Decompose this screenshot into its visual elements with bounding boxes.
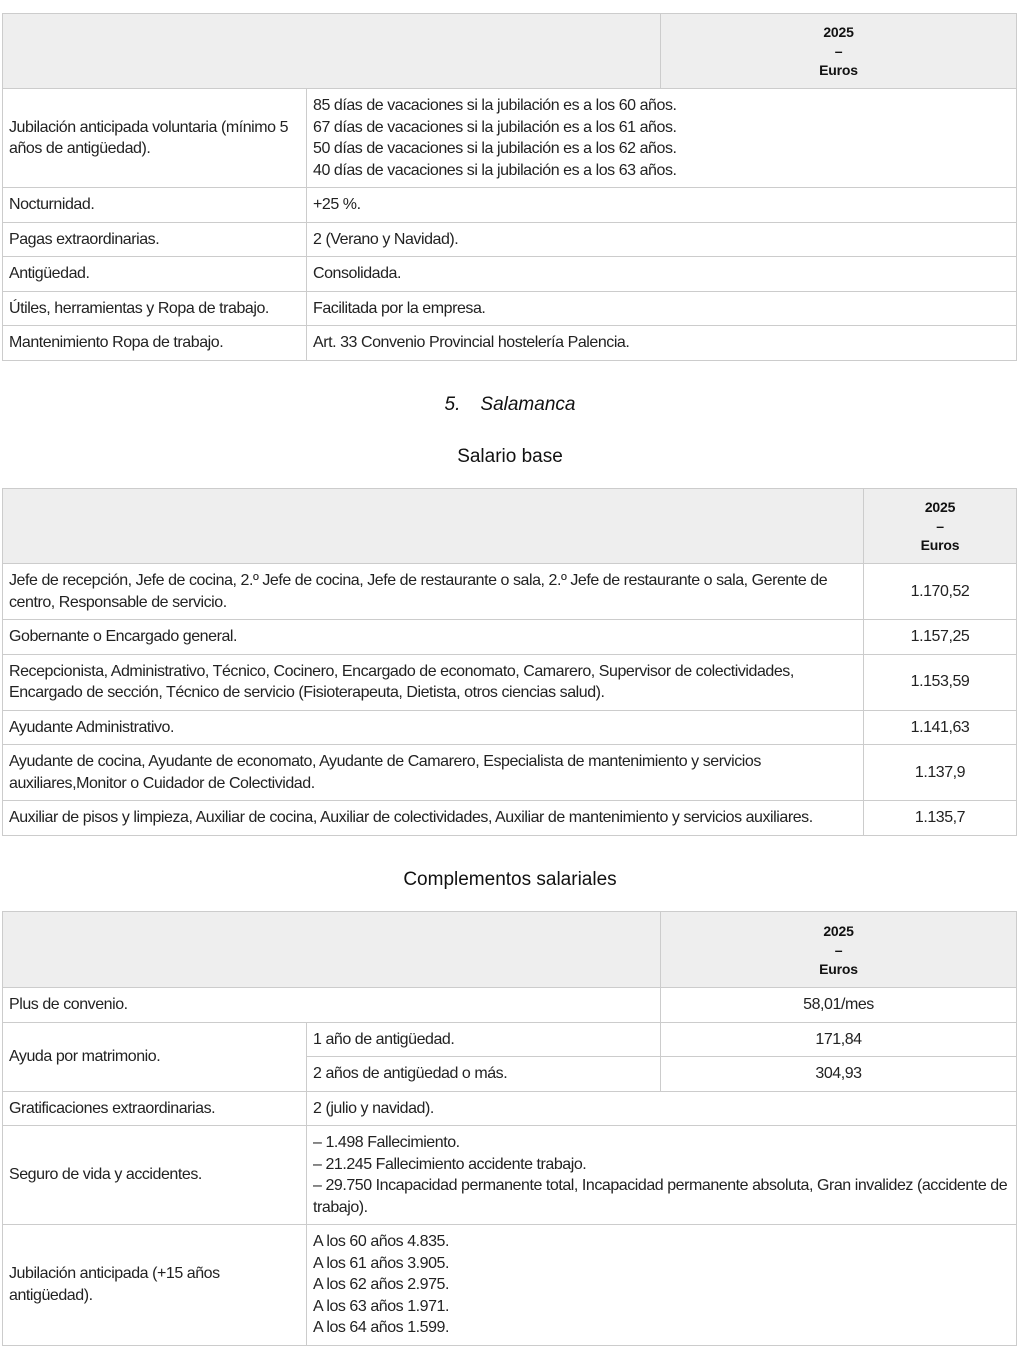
table-header-row [3, 14, 1017, 89]
amount-cell: 1.153,59 [864, 654, 1017, 710]
header-blank-cell [3, 14, 661, 89]
table-header-row [3, 489, 1017, 564]
value-line: 40 días de vacaciones si la jubilación es a los 63 años. [313, 161, 677, 179]
header-year-cell [864, 489, 1017, 564]
row-value: 2 (Verano y Navidad). [307, 222, 1017, 257]
header-unit: Euros [920, 537, 960, 553]
seguro-value [307, 1126, 1017, 1225]
category-cell: Recepcionista, Administrativo, Técnico, Cocinero, Encargado de economato, Camarero, Supervisor de colectividades, Encargado de sección, Técnico de servicio (Fisioterapeuta, Dietista, otros ciencias salud). [3, 654, 864, 710]
table-row [3, 988, 1017, 1023]
header-dash: – [834, 941, 843, 958]
value-line: – 29.750 Incapacidad permanente total, Incapacidad permanente absoluta, Gran invalidez (accidente de trabajo). [313, 1177, 1008, 1216]
table-row [3, 801, 1017, 836]
row-label: Jubilación anticipada voluntaria (mínimo 5 años de antigüedad). [3, 89, 307, 188]
row-value: Art. 33 Convenio Provincial hostelería Palencia. [307, 326, 1017, 361]
table-header-row [3, 912, 1017, 988]
table-row [3, 710, 1017, 745]
header-year: 2025 [823, 922, 854, 939]
table-row [3, 89, 1017, 188]
table-row [3, 654, 1017, 710]
header-unit: Euros [819, 62, 858, 78]
row-value: Consolidada. [307, 257, 1017, 292]
section-title: Salamanca [480, 394, 576, 415]
amount-cell: 1.141,63 [864, 710, 1017, 745]
table-row [3, 1022, 1017, 1057]
row-label: Nocturnidad. [3, 188, 307, 223]
row-label: Útiles, herramientas y Ropa de trabajo. [3, 291, 307, 326]
section-heading [0, 394, 1020, 416]
palencia-complements-table [2, 13, 1017, 361]
table-row [3, 326, 1017, 361]
jubilacion-label: Jubilación anticipada (+15 años antigüedad). [3, 1225, 307, 1346]
ayuda-condition: 2 años de antigüedad o más. [307, 1057, 661, 1092]
jubilacion-value [307, 1225, 1017, 1346]
ayuda-condition: 1 año de antigüedad. [307, 1022, 661, 1057]
value-line: 50 días de vacaciones si la jubilación es a los 62 años. [313, 140, 677, 157]
value-line: A los 61 años 3.905. [313, 1254, 450, 1272]
category-cell: Ayudante Administrativo. [3, 710, 864, 745]
amount-cell: 1.157,25 [864, 620, 1017, 655]
header-blank-cell [3, 912, 661, 988]
table-row [3, 291, 1017, 326]
table-row [3, 564, 1017, 620]
header-year-cell [661, 912, 1017, 988]
plus-convenio-label: Plus de convenio. [3, 988, 661, 1023]
table-row [3, 188, 1017, 223]
value-line: – 1.498 Fallecimiento. [313, 1134, 460, 1151]
table-row [3, 1091, 1017, 1126]
header-year: 2025 [924, 499, 956, 515]
value-line: – 21.245 Fallecimiento accidente trabajo. [313, 1155, 587, 1173]
ayuda-value: 171,84 [661, 1022, 1017, 1057]
value-line: A los 60 años 4.835. [313, 1233, 450, 1250]
header-year: 2025 [823, 24, 854, 40]
table-row [3, 620, 1017, 655]
gratificaciones-value: 2 (julio y navidad). [307, 1091, 1017, 1126]
plus-convenio-value: 58,01/mes [661, 988, 1017, 1023]
section-number: 5. [444, 394, 461, 415]
complementos-table [2, 911, 1017, 1346]
table-row [3, 1126, 1017, 1225]
ayuda-value: 304,93 [661, 1057, 1017, 1092]
table-row [3, 222, 1017, 257]
row-label: Mantenimiento Ropa de trabajo. [3, 326, 307, 361]
value-line: A los 62 años 2.975. [313, 1276, 450, 1293]
salario-base-table [2, 488, 1017, 836]
category-cell: Jefe de recepción, Jefe de cocina, 2.º Jefe de cocina, Jefe de restaurante o sala, 2.º Jefe de restaurante o sala, Gerente de centro, Responsable de servicio. [3, 564, 864, 620]
amount-cell: 1.170,52 [864, 564, 1017, 620]
header-dash: – [834, 43, 843, 59]
header-year-cell [661, 14, 1017, 89]
seguro-label: Seguro de vida y accidentes. [3, 1126, 307, 1225]
category-cell: Ayudante de cocina, Ayudante de economato, Ayudante de Camarero, Especialista de mantenimiento y servicios auxiliares,Monitor o Cuidador de Colectividad. [3, 745, 864, 801]
category-cell: Auxiliar de pisos y limpieza, Auxiliar de cocina, Auxiliar de colectividades, Auxiliar de mantenimiento y servicios auxiliares. [3, 801, 864, 836]
amount-cell: 1.137,9 [864, 745, 1017, 801]
category-cell: Gobernante o Encargado general. [3, 620, 864, 655]
value-line: A los 64 años 1.599. [313, 1319, 450, 1336]
value-line: 67 días de vacaciones si la jubilación es a los 61 años. [313, 118, 677, 136]
value-line: A los 63 años 1.971. [313, 1297, 450, 1315]
header-blank-cell [3, 489, 864, 564]
table-row [3, 257, 1017, 292]
row-value: +25 %. [307, 188, 1017, 223]
salario-base-heading: Salario base [457, 446, 563, 467]
value-line: 85 días de vacaciones si la jubilación es a los 60 años. [313, 97, 677, 114]
table-row [3, 745, 1017, 801]
amount-cell: 1.135,7 [864, 801, 1017, 836]
ayuda-matrimonio-label: Ayuda por matrimonio. [3, 1022, 307, 1091]
gratificaciones-label: Gratificaciones extraordinarias. [3, 1091, 307, 1126]
row-value: Facilitada por la empresa. [307, 291, 1017, 326]
table-row [3, 1225, 1017, 1346]
row-label: Antigüedad. [3, 257, 307, 292]
header-unit: Euros [819, 960, 858, 977]
row-value [307, 89, 1017, 188]
header-dash: – [936, 518, 944, 534]
row-label: Pagas extraordinarias. [3, 222, 307, 257]
complementos-heading: Complementos salariales [403, 869, 617, 890]
